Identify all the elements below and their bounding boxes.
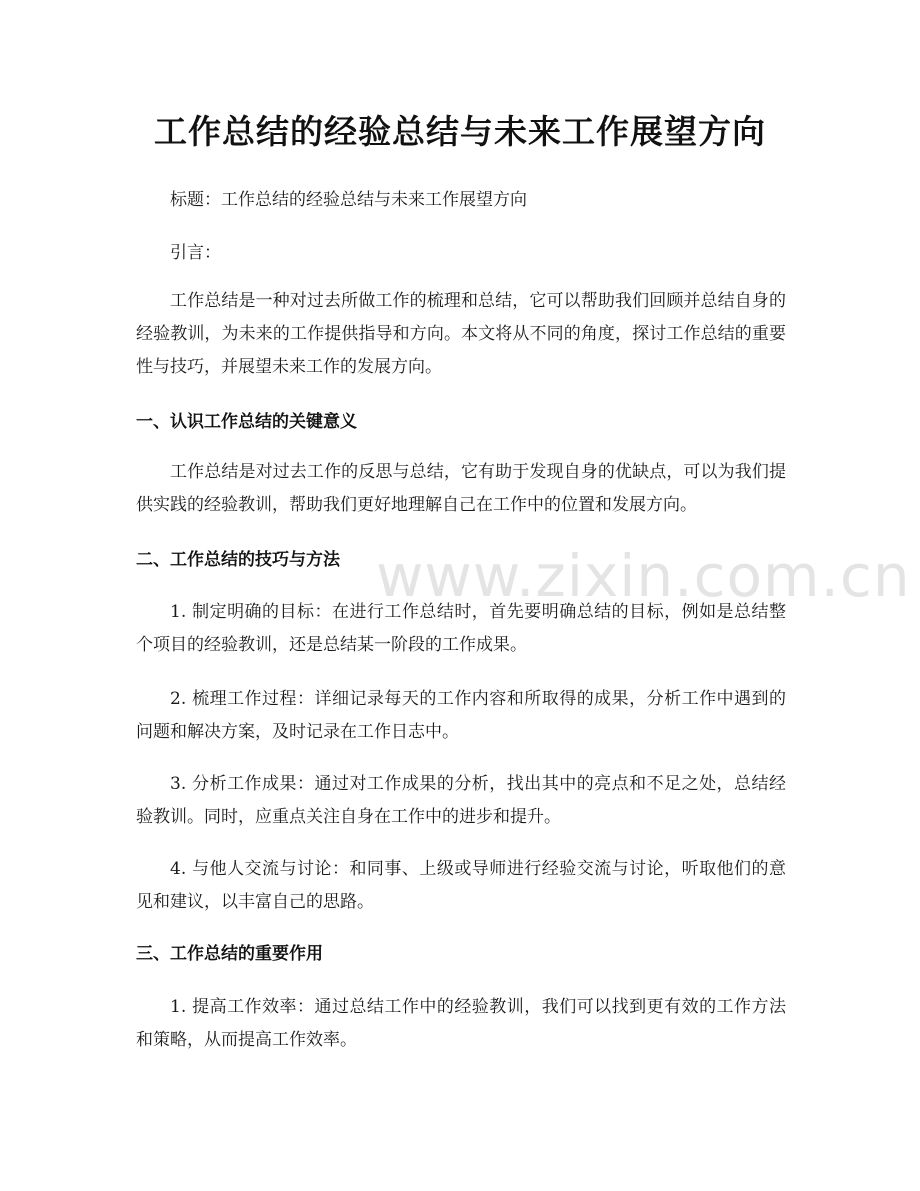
intro-paragraph: 工作总结是一种对过去所做工作的梳理和总结，它可以帮助我们回顾并总结自身的经验教训，为未来的工作提供指导和方向。本文将从不同的角度，探讨工作总结的重要性与技巧，并展望未来工作的发展方向。: [136, 291, 786, 377]
section-1-paragraph-1: 工作总结是对过去工作的反思与总结，它有助于发现自身的优缺点，可以为我们提供实践的经验教训，帮助我们更好地理解自己在工作中的位置和发展方向。: [136, 462, 786, 515]
intro-label: 引言：: [170, 243, 221, 263]
watermark-text: www.zixin.com.cn: [376, 542, 911, 610]
section-heading-2: 二、工作总结的技巧与方法: [136, 550, 340, 570]
section-2-paragraph-1: 1. 制定明确的目标：在进行工作总结时，首先要明确总结的目标，例如是总结整个项目的经验教训，还是总结某一阶段的工作成果。: [136, 602, 786, 655]
section-2-paragraph-2: 2. 梳理工作过程：详细记录每天的工作内容和所取得的成果，分析工作中遇到的问题和解决方案，及时记录在工作日志中。: [136, 689, 786, 742]
page-title: 工作总结的经验总结与未来工作展望方向: [154, 112, 766, 151]
section-heading-1: 一、认识工作总结的关键意义: [136, 412, 357, 432]
section-heading-3: 三、工作总结的重要作用: [136, 944, 323, 964]
section-3-paragraph-1: 1. 提高工作效率：通过总结工作中的经验教训，我们可以找到更有效的工作方法和策略，从而提高工作效率。: [136, 997, 786, 1050]
section-2-paragraph-3: 3. 分析工作成果：通过对工作成果的分析，找出其中的亮点和不足之处，总结经验教训。同时，应重点关注自身在工作中的进步和提升。: [136, 774, 786, 827]
subtitle-line: 标题：工作总结的经验总结与未来工作展望方向: [170, 190, 527, 210]
section-2-paragraph-4: 4. 与他人交流与讨论：和同事、上级或导师进行经验交流与讨论，听取他们的意见和建议，以丰富自己的思路。: [136, 859, 786, 912]
